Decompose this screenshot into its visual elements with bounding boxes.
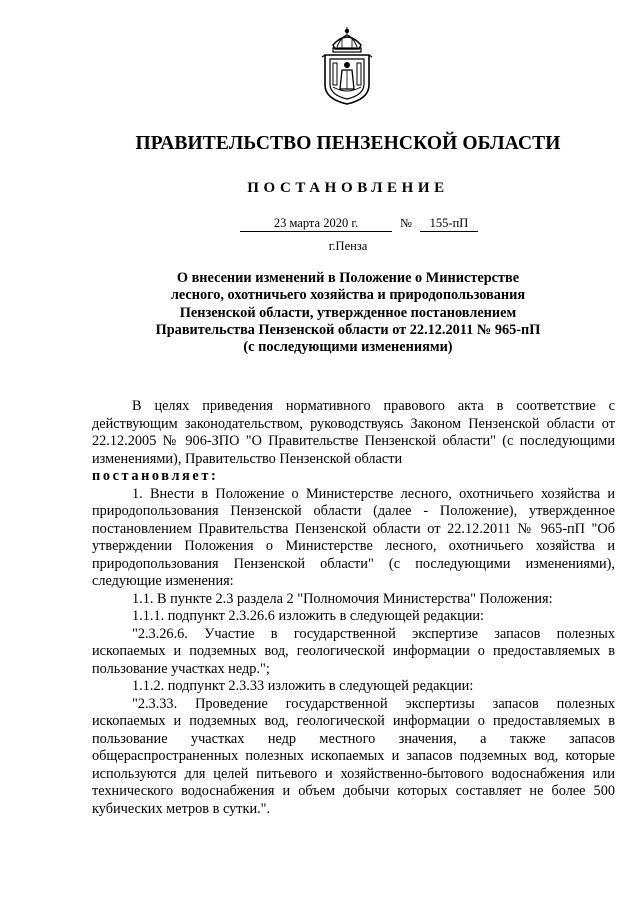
paragraph-1-1: 1.1. В пункте 2.3 раздела 2 "Полномочия Министерства" Положения: (132, 590, 553, 607)
quote-2-3-33: "2.3.33. Проведение государственной экспертизы запасов полезных ископаемых и подземных вод, геологической информации о предоставляемых в пользование участках недр местного значения, а также запасов общераспространенных полезных ископаемых и запасов подземных вод, которые используются для целей питьевого и хозяйственно-бытового водоснабжения или технического водоснабжения и объем добычи которых составляет не более 500 кубических метров в сутки.". (92, 695, 615, 817)
subject-line: (с последующими изменениями) (243, 339, 453, 356)
decree-number: 155-пП (420, 216, 478, 232)
paragraph-1-1-1: 1.1.1. подпункт 2.3.26.6 изложить в следующей редакции: (132, 608, 485, 624)
subject-line: Правительства Пензенской области от 22.12.2011 № 965-пП (155, 321, 541, 338)
decree-date: 23 марта 2020 г. (240, 216, 392, 232)
subject-line: лесного, охотничьего хозяйства и природопользования (170, 287, 526, 304)
number-sign: № (400, 216, 412, 230)
paragraph-1-1-2: 1.1.2. подпункт 2.3.33 изложить в следующей редакции: (132, 678, 474, 694)
paragraph-1: 1. Внести в Положение о Министерстве лесного, охотничьего хозяйства и природопользования Пензенской области (далее - Положение), утвержденное постановлением Правительства Пензенской области от 22.12.2011 № 965-пП "Об утверждении Положения о Министерстве лесного, охотничьего хозяйства и природопользования Пензенской области" (с последующими изменениями), следующие изменения: (92, 485, 615, 589)
decree-subject (130, 270, 566, 356)
preamble-paragraph: В целях приведения нормативного правового акта в соответствие с действующим законодательством, руководствуясь Законом Пензенской области от 22.12.2005 № 906-ЗПО "О Правительстве Пензенской области" (с последующими изменениями), Правительство Пензенской области (92, 398, 615, 467)
decree-body (92, 398, 615, 818)
subject-line: О внесении изменений в Положение о Министерстве (176, 270, 520, 286)
coat-of-arms-icon (319, 25, 375, 105)
document-type: ПОСТАНОВЛЕНИЕ (247, 180, 449, 196)
decrees-word: постановляет: (92, 468, 219, 484)
city: г.Пенза (328, 239, 368, 253)
subject-line: Пензенской области, утвержденное постановлением (179, 304, 517, 321)
government-title: ПРАВИТЕЛЬСТВО ПЕНЗЕНСКОЙ ОБЛАСТИ (135, 133, 561, 154)
quote-2-3-26-6: "2.3.26.6. Участие в государственной экспертизе запасов полезных ископаемых и подземных вод, геологической информации о предоставляемых в пользование участках недр."; (92, 625, 615, 677)
